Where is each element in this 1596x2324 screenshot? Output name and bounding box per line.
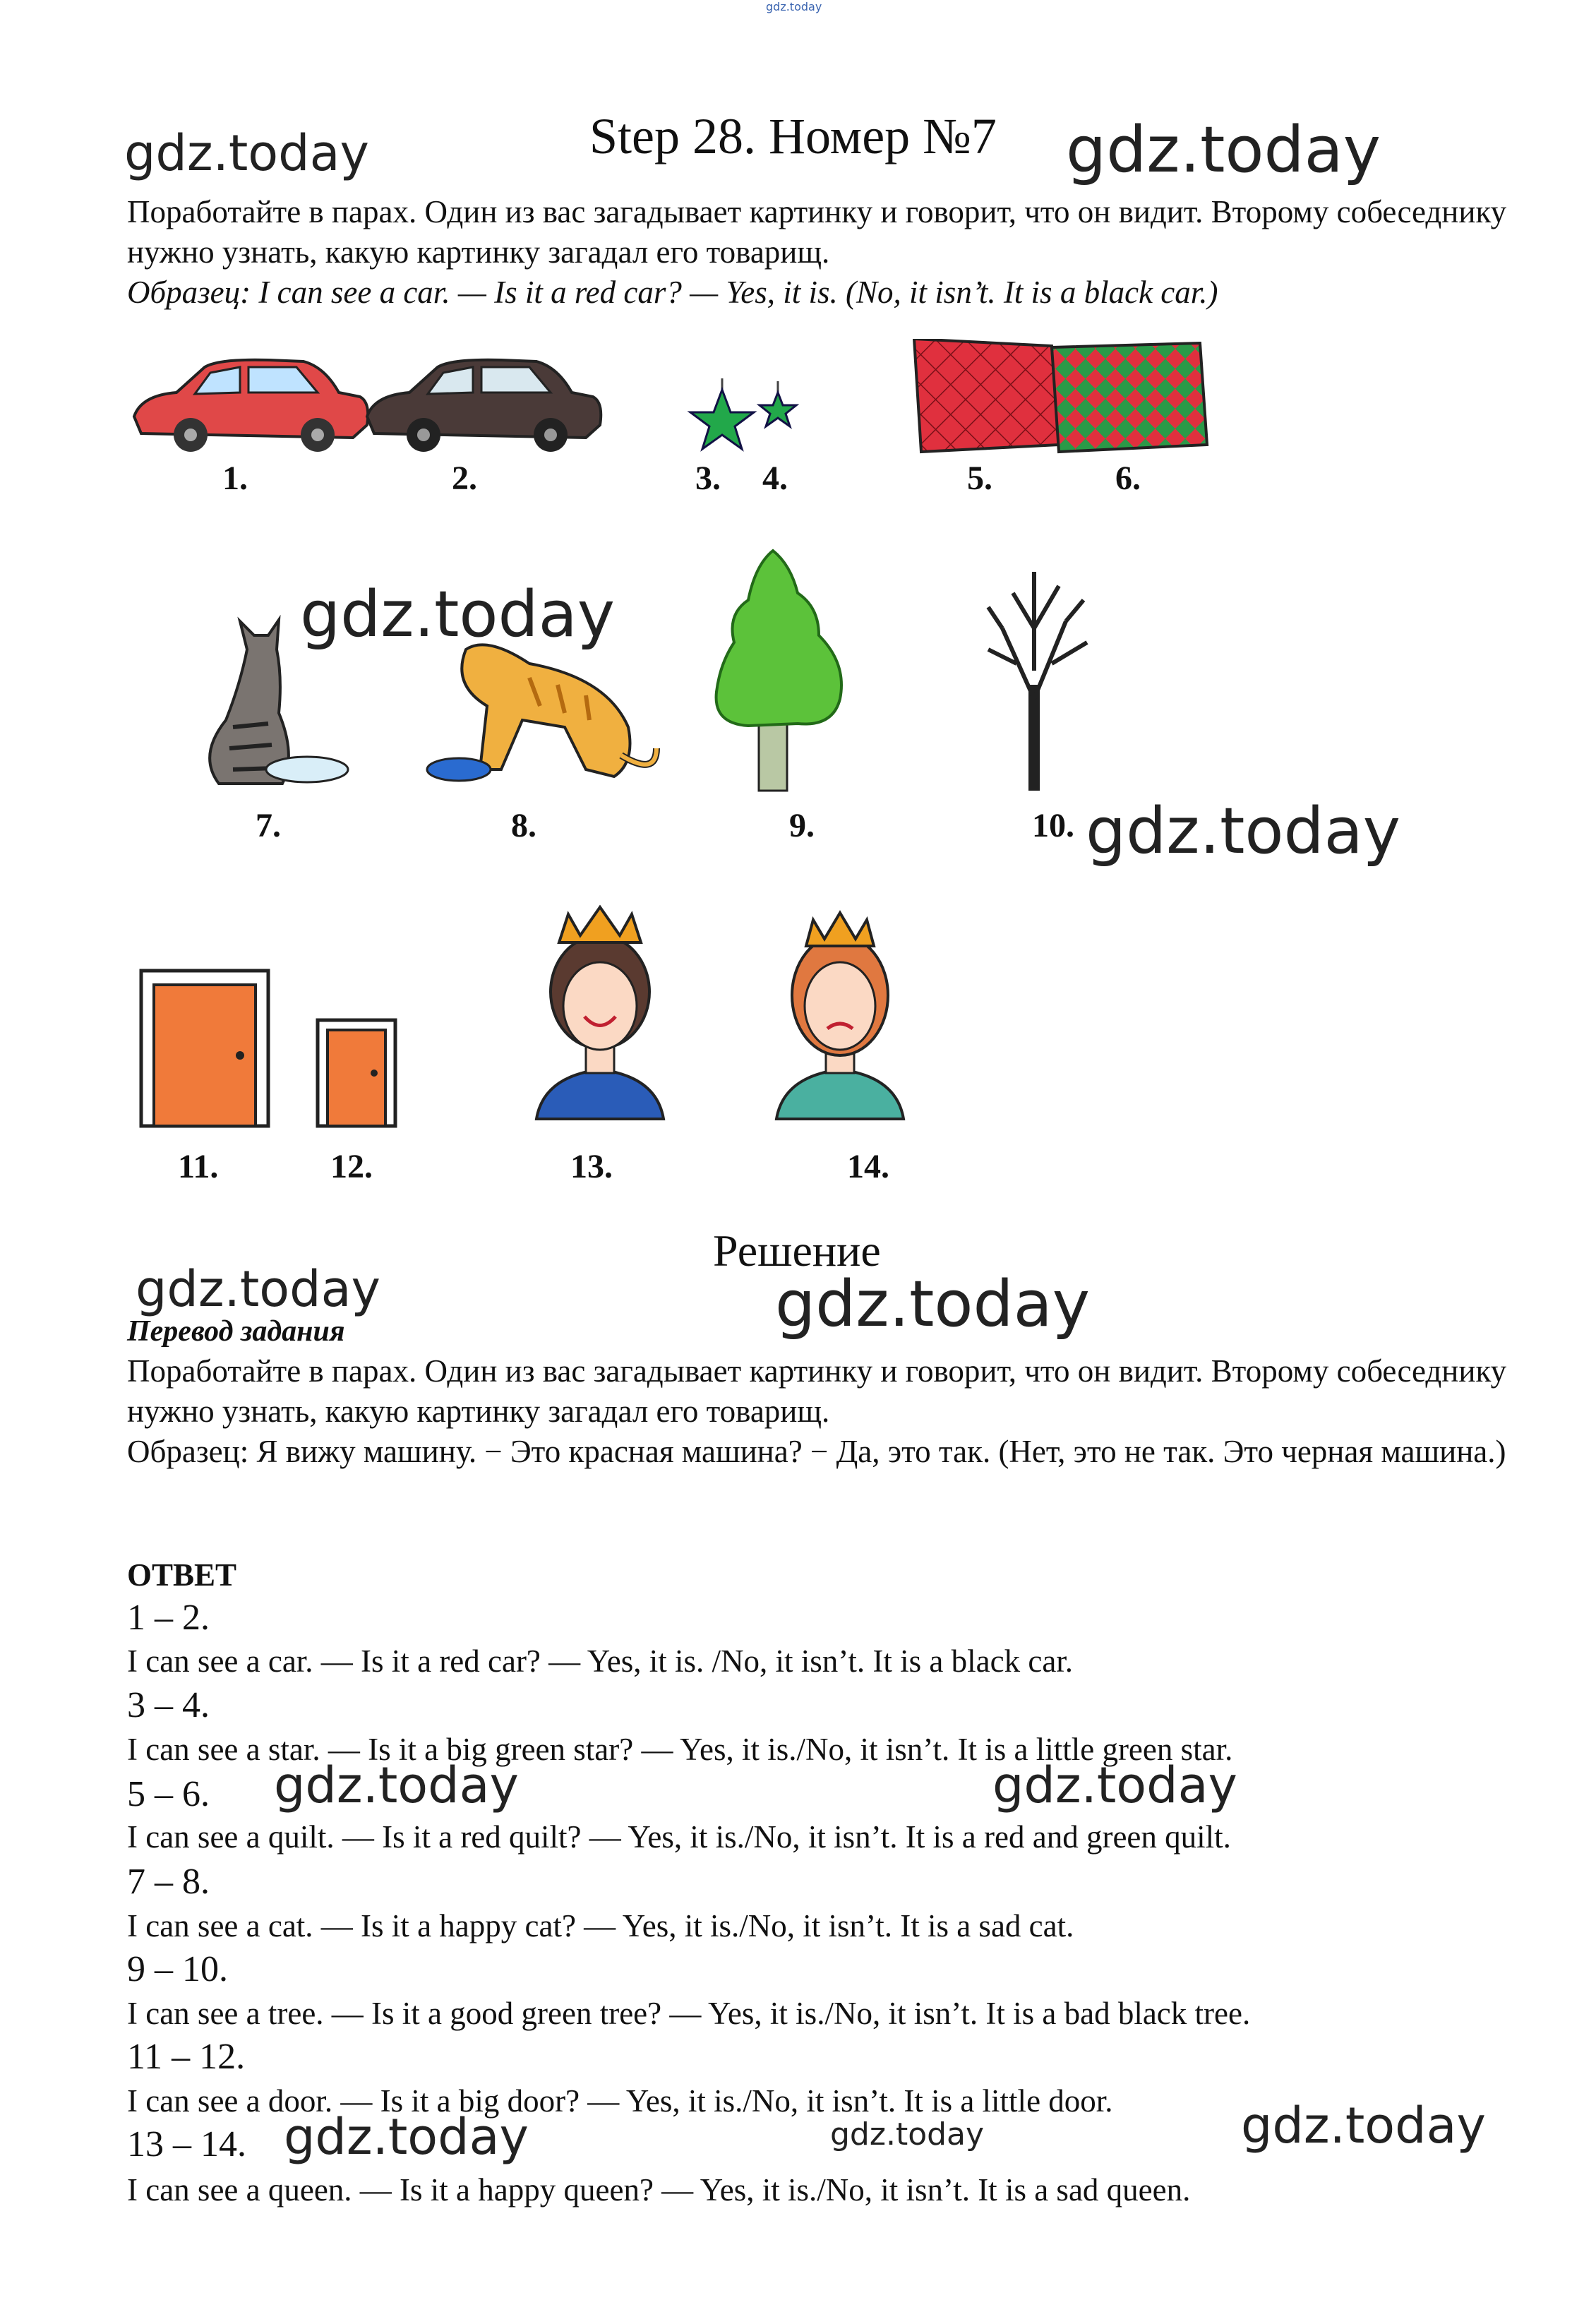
answer-line: I can see a door. — Is it a big door? — Yes, it is./No, it isn’t. It is a little door. (127, 2083, 1113, 2119)
picture-label: 2. (452, 460, 477, 497)
watermark: gdz.today (1241, 2097, 1486, 2155)
watermark: gdz.today (992, 1756, 1237, 1814)
translation-example: Образец: Я вижу машину. − Это красная машина? − Да, это так. (Нет, это не так. Это черная машина.) (127, 1434, 1506, 1469)
solution-heading: Решение (713, 1226, 881, 1276)
picture-label: 13. (570, 1148, 613, 1185)
answer-line: I can see a car. — Is it a red car? — Yes, it is. /No, it isn’t. It is a black car. (127, 1643, 1074, 1679)
picture-label: 8. (511, 807, 536, 844)
answer-line: I can see a quilt. — Is it a red quilt? — Yes, it is./No, it isn’t. It is a red and green quilt. (127, 1819, 1231, 1855)
example-label: Образец: (127, 275, 251, 310)
answer-number: 3 – 4. (127, 1685, 210, 1725)
answer-heading: ОТВЕТ (127, 1557, 237, 1593)
answer-number: 7 – 8. (127, 1862, 210, 1902)
happy-queen-picture (536, 907, 664, 1119)
sad-queen-picture (776, 913, 904, 1119)
answer-line: I can see a queen. — Is it a happy queen? — Yes, it is./No, it isn’t. It is a sad queen. (127, 2172, 1191, 2208)
picture-label: 6. (1115, 460, 1141, 497)
watermark: gdz.today (1066, 113, 1381, 187)
picture-label: 9. (789, 807, 815, 844)
page-title: Step 28. Номер №7 (589, 108, 997, 164)
red-car-picture (134, 360, 368, 452)
watermark: gdz.today (1086, 794, 1401, 868)
answer-line: I can see a tree. — Is it a good green tree? — Yes, it is./No, it isn’t. It is a bad black tree. (127, 1996, 1251, 2031)
translation-heading: Перевод задания (127, 1315, 345, 1348)
pictures-row-1 (127, 339, 1214, 508)
translation-text: Поработайте в парах. Один из вас загадывает картинку и говорит, что он видит. Второму собеседнику нужно узнать, какую картинку загадал его товарищ. (127, 1353, 1507, 1429)
answer-number: 1 – 2. (127, 1598, 210, 1638)
answer-number: 13 – 14. (127, 2124, 246, 2164)
big-star-picture (690, 378, 754, 449)
watermark: gdz.today (124, 124, 369, 182)
watermark: gdz.today (830, 2116, 985, 2152)
picture-label: 3. (695, 460, 721, 497)
answer-number: 11 – 12. (127, 2037, 246, 2077)
picture-label: 5. (967, 460, 992, 497)
black-car-picture (367, 360, 601, 452)
picture-label: 11. (178, 1148, 219, 1185)
small-door-picture (318, 1020, 395, 1126)
sad-cat-picture (427, 645, 656, 781)
pictures-row-3 (134, 865, 1002, 1147)
answer-line: I can see a star. — Is it a big green star? — Yes, it is./No, it isn’t. It is a little green star. (127, 1732, 1233, 1767)
picture-label: 7. (256, 807, 281, 844)
picture-label: 10. (1032, 807, 1074, 844)
red-quilt-picture (914, 339, 1059, 452)
task-example (127, 272, 1511, 313)
watermark: gdz.today (136, 1260, 380, 1318)
task-instruction: Поработайте в парах. Один из вас загадывает картинку и говорит, что он видит. Второму собеседнику нужно узнать, какую картинку загадал его товарищ. (127, 194, 1507, 270)
small-star-picture (760, 381, 796, 426)
answer-number: 5 – 6. (127, 1774, 210, 1814)
big-door-picture (141, 971, 268, 1126)
answer-line: I can see a cat. — Is it a happy cat? — Yes, it is./No, it isn’t. It is a sad cat. (127, 1908, 1074, 1943)
watermark: gdz.today (300, 577, 616, 652)
watermark: gdz.today (274, 1756, 519, 1814)
green-tree-picture (716, 551, 841, 791)
bare-tree-picture (988, 572, 1087, 791)
picture-label: 12. (330, 1148, 373, 1185)
watermark: gdz.today (284, 2108, 529, 2166)
picture-label: 4. (762, 460, 788, 497)
top-watermark: gdz.today (766, 0, 822, 13)
picture-label: 14. (847, 1148, 889, 1185)
watermark: gdz.today (775, 1267, 1091, 1341)
example-text: I can see a car. — Is it a red car? — Yes, it is. (No, it isn’t. It is a black car.) (258, 275, 1218, 310)
red-green-quilt-picture (1052, 343, 1207, 452)
picture-label: 1. (222, 460, 248, 497)
answer-number: 9 – 10. (127, 1949, 228, 1989)
